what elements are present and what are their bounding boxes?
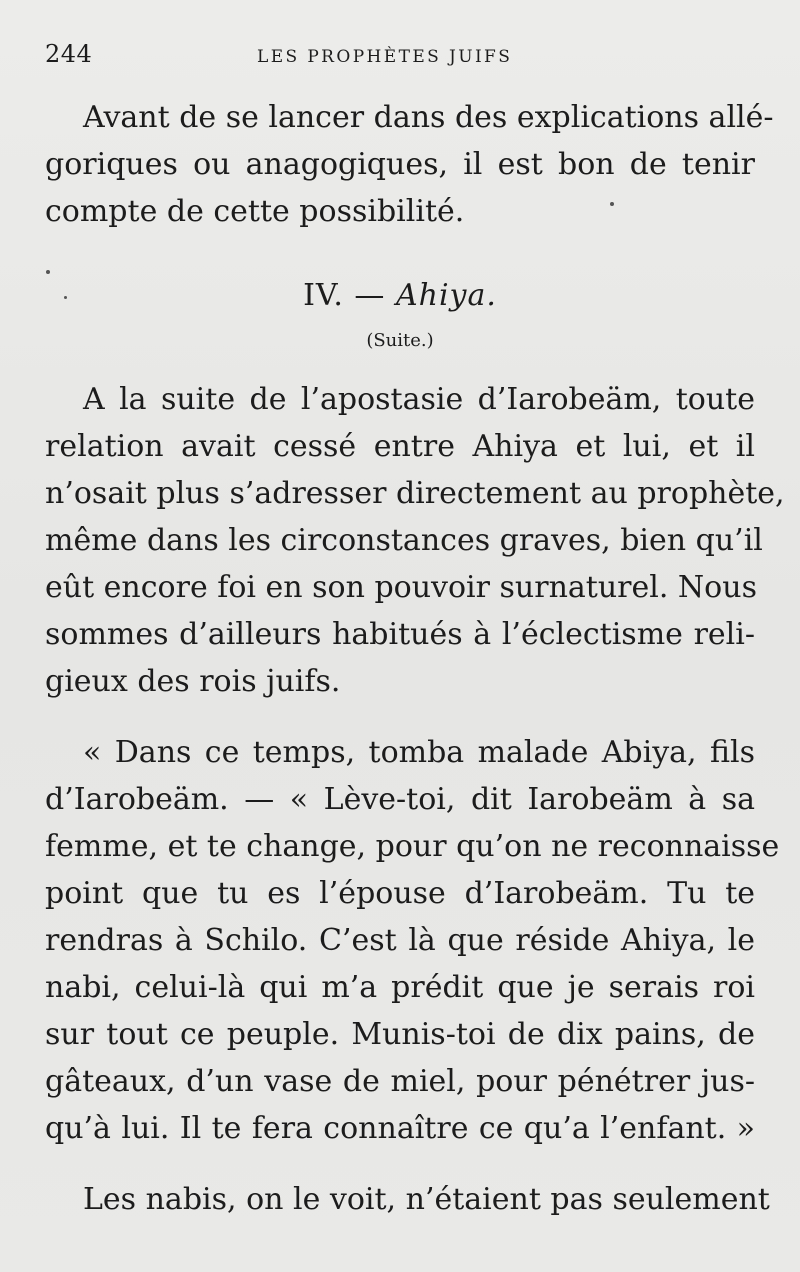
page-number: 244 <box>45 40 93 68</box>
text-line: eût encore foi en son pouvoir surnaturel. Nous <box>45 570 757 605</box>
text-line: d’Iarobeäm. — « Lève-toi, dit Iarobeäm à sa <box>45 782 755 817</box>
text-line: point que tu es l’épouse d’Iarobeäm. Tu te <box>45 876 755 911</box>
paragraph-3 <box>45 729 780 1152</box>
text-line: compte de cette possibilité. <box>45 194 465 229</box>
text-line: « Dans ce temps, tomba malade Abiya, fils <box>83 735 755 770</box>
text-line: relation avait cessé entre Ahiya et lui, et il <box>45 429 755 464</box>
text-line: Les nabis, on le voit, n’étaient pas seulement <box>83 1182 770 1217</box>
text-line: femme, et te change, pour qu’on ne reconnaisse <box>45 829 780 864</box>
spacer <box>45 705 755 729</box>
page-body <box>45 94 785 1223</box>
text-line: A la suite de l’apostasie d’Iarobeäm, toute <box>83 382 755 417</box>
section-heading <box>45 274 755 318</box>
running-title: LES PROPHÈTES JUIFS <box>257 47 513 67</box>
section-dash: — <box>354 278 386 313</box>
text-line: même dans les circonstances graves, bien qu’il <box>45 523 763 558</box>
section-name: Ahiya. <box>395 278 497 313</box>
text-line: qu’à lui. Il te fera connaître ce qu’a l’enfant. » <box>45 1111 755 1146</box>
section-number: IV. <box>303 278 344 313</box>
text-line: goriques ou anagogiques, il est bon de tenir <box>45 147 755 182</box>
spacer <box>45 1152 755 1176</box>
text-line: sommes d’ailleurs habitués à l’éclectisme reli- <box>45 617 755 652</box>
text-line: nabi, celui-là qui m’a prédit que je serais roi <box>45 970 755 1005</box>
text-line: gieux des rois juifs. <box>45 664 341 699</box>
paragraph-4 <box>45 1176 770 1223</box>
text-line: rendras à Schilo. C’est là que réside Ahiya, le <box>45 923 755 958</box>
spacer <box>45 235 755 262</box>
text-line: gâteaux, d’un vase de miel, pour pénétrer jus- <box>45 1064 755 1099</box>
paragraph-2 <box>45 376 785 705</box>
text-line: sur tout ce peuple. Munis-toi de dix pains, de <box>45 1017 755 1052</box>
text-line: n’osait plus s’adresser directement au prophète, <box>45 476 785 511</box>
text-line: Avant de se lancer dans des explications allé- <box>83 100 774 135</box>
paragraph-1 <box>45 94 774 235</box>
running-header <box>45 40 755 76</box>
section-subtitle: (Suite.) <box>366 330 434 351</box>
